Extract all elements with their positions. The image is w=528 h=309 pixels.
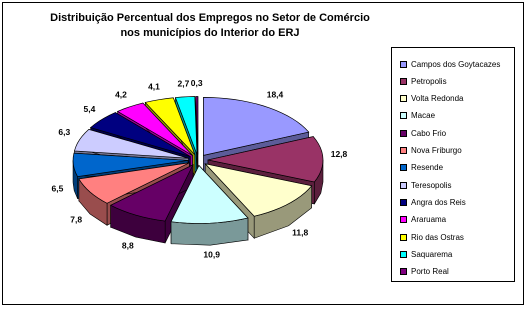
legend-item (400, 145, 462, 157)
legend-swatch (400, 164, 407, 171)
legend-item (400, 162, 443, 174)
legend-swatch (400, 112, 407, 119)
legend-label: Nova Friburgo (411, 146, 462, 155)
legend-item (400, 127, 446, 139)
legend-label: Angra dos Reis (411, 197, 466, 207)
legend-item (400, 214, 446, 226)
legend-swatch (400, 61, 407, 68)
data-label: 4,2 (115, 89, 127, 100)
legend-swatch (400, 216, 407, 223)
data-label: 8,8 (121, 240, 134, 251)
legend-label: Macae (411, 111, 436, 121)
legend-item (400, 93, 464, 105)
data-label: 11,8 (292, 227, 309, 238)
data-label: 4,1 (148, 81, 160, 92)
legend-item (400, 266, 449, 278)
legend-item (400, 196, 466, 208)
legend-label: Resende (411, 163, 444, 173)
legend-item (400, 110, 435, 122)
legend-item (400, 231, 464, 243)
legend-label: Campos dos Goytacazes (411, 59, 501, 69)
legend-item (400, 75, 447, 87)
legend-label: Teresopolis (411, 180, 452, 190)
data-label: 6,5 (51, 183, 64, 194)
legend-item (400, 179, 451, 191)
legend-item (400, 58, 500, 70)
legend-label: Saquarema (411, 249, 453, 259)
data-label: 2,7 (177, 78, 190, 89)
legend-label: Cabo Frio (411, 128, 447, 138)
data-label: 7,8 (70, 214, 83, 225)
data-label: 6,3 (58, 127, 71, 138)
chart-legend (391, 47, 515, 282)
legend-label: Petropolis (411, 76, 447, 86)
legend-swatch (400, 199, 407, 206)
chart-title-line2: nos municípios do Interior do ERJ (120, 27, 300, 39)
legend-label: Araruama (411, 215, 447, 225)
data-label: 5,4 (83, 104, 96, 115)
legend-label: Volta Redonda (411, 94, 464, 104)
legend-swatch (400, 268, 407, 275)
legend-swatch (400, 182, 407, 189)
legend-swatch (400, 234, 407, 241)
data-label: 12,8 (330, 149, 348, 160)
data-label: 0,3 (190, 78, 203, 88)
legend-label: Porto Real (411, 267, 449, 277)
legend-swatch (400, 147, 407, 154)
legend-swatch (400, 130, 407, 137)
legend-swatch (400, 251, 407, 258)
data-label: 18,4 (266, 89, 284, 100)
legend-swatch (400, 95, 407, 102)
data-label: 10,9 (203, 249, 220, 260)
legend-label: Rio das Ostras (411, 232, 464, 242)
legend-item (400, 248, 452, 260)
legend-swatch (400, 78, 407, 85)
chart-title-line1: Distribuição Percentual dos Empregos no Setor de Comércio (50, 12, 370, 24)
